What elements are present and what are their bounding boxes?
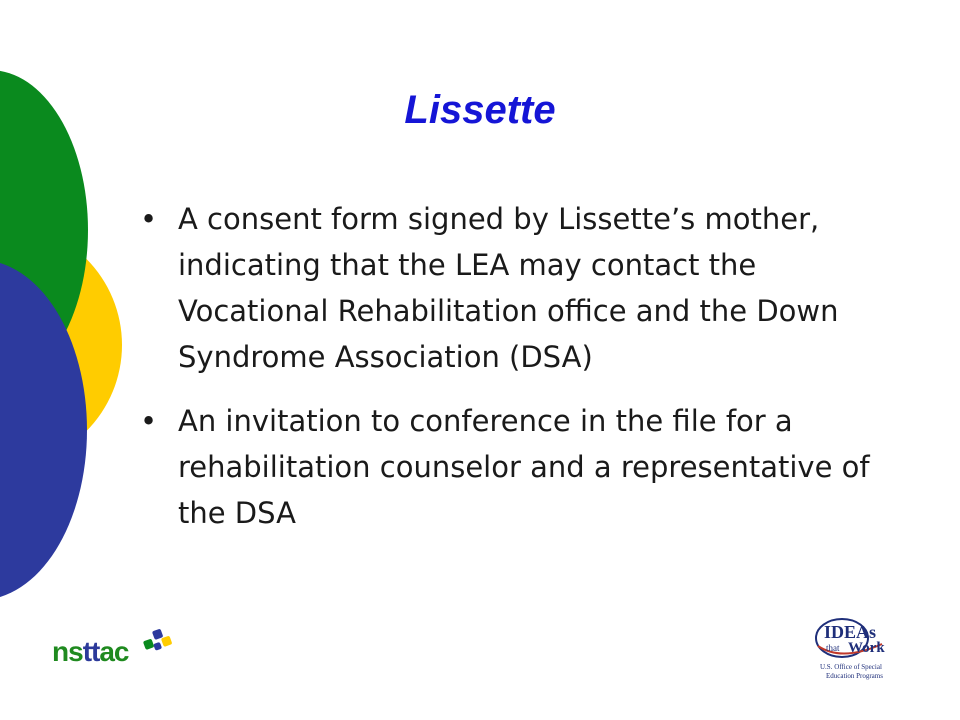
ideas-text: IDEAs: [824, 622, 877, 642]
bullet-text: An invitation to conference in the file for a rehabilitation counselor and a representative of the DSA: [178, 404, 870, 530]
nsttac-logo: [52, 626, 182, 672]
bullet-item: [140, 196, 880, 380]
nsttac-logo-mark-icon: [140, 626, 174, 656]
bullet-text: A consent form signed by Lissette’s mother, indicating that the LEA may contact the Vocational Rehabilitation office and the Down Syndrome Association (DSA): [178, 202, 839, 374]
osep-line2: Education Programs: [826, 672, 883, 680]
bullet-icon: •: [140, 202, 158, 236]
osep-line1: U.S. Office of Special: [820, 663, 882, 671]
slide-title: Lissette: [404, 88, 556, 132]
bullet-icon: •: [140, 404, 158, 438]
that-text: that: [826, 643, 840, 653]
ideas-that-work-logo: [812, 616, 902, 684]
nsttac-logo-text: nsttac: [52, 636, 129, 667]
bullet-item: [140, 398, 880, 536]
bullet-list: [140, 196, 880, 554]
work-text: Work: [848, 640, 885, 656]
